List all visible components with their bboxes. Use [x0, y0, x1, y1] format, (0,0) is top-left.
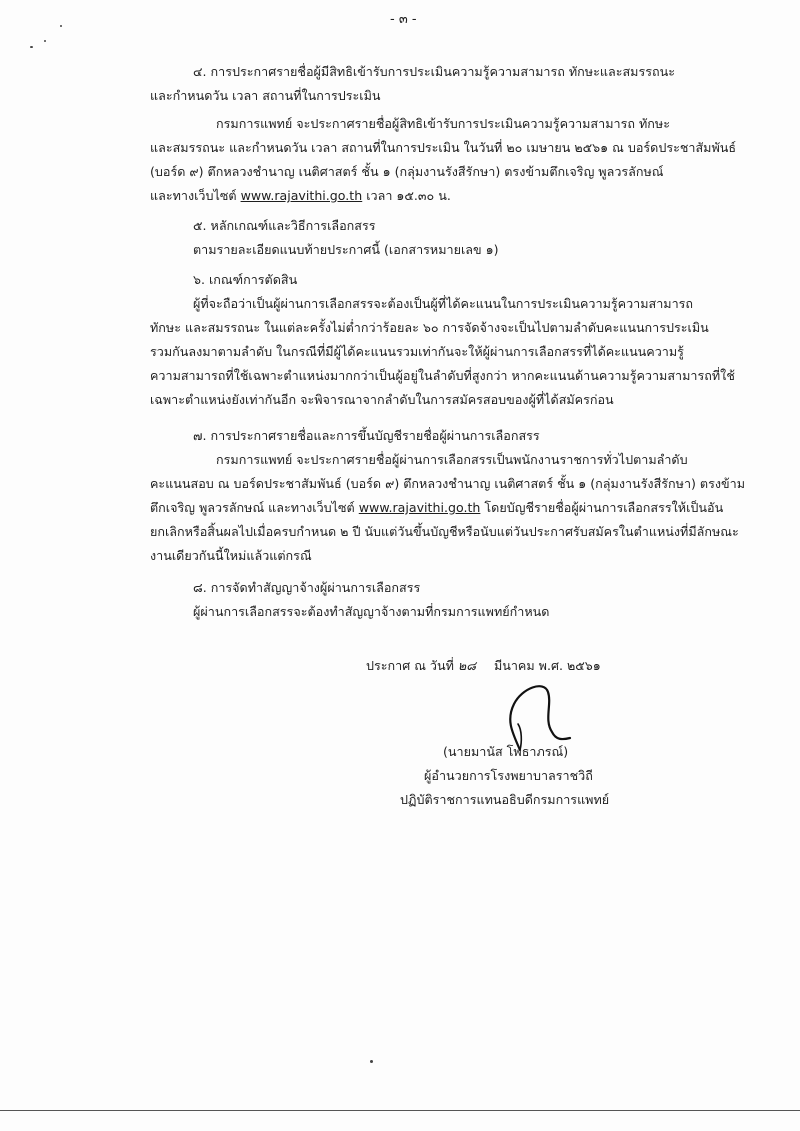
- announcement-date: [366, 657, 601, 674]
- section-4-body-line3: (บอร์ด ๙) ตึกหลวงชำนาญ เนติศาสตร์ ชั้น ๑ (กลุ่มงานรังสีรักษา) ตรงข้ามตึกเจริญ พูลวรลักษณ์: [150, 164, 664, 179]
- section-4-website-prefix: และทางเว็บไซต์: [150, 188, 237, 203]
- announcement-day: ๒๘: [457, 658, 476, 673]
- section-6-body-line5: เฉพาะตำแหน่งยังเท่ากันอีก จะพิจารณาจากลำดับในการสมัครสอบของผู้ที่ได้สมัครก่อน: [150, 392, 614, 407]
- announcement-prefix: ประกาศ ณ วันที่: [366, 658, 454, 673]
- section-7-body-line4: ยกเลิกหรือสิ้นผลไปเมื่อครบกำหนด ๒ ปี นับแต่วันขึ้นบัญชีหรือนับแต่วันประกาศรับสมัครในตำแหน่งที่มีลักษณะ: [150, 524, 739, 539]
- scan-speck: [370, 1060, 373, 1063]
- website-link[interactable]: www.rajavithi.go.th: [358, 500, 481, 515]
- section-7-body-line5: งานเดียวกันนี้ใหม่แล้วแต่กรณี: [150, 548, 312, 563]
- signatory-position: ผู้อำนวยการโรงพยาบาลราชวิถี: [424, 768, 593, 783]
- section-7-body-line3: [150, 499, 723, 516]
- section-4-heading-line2: และกำหนดวัน เวลา สถานที่ในการประเมิน: [150, 88, 381, 103]
- section-4-body-line2: และสมรรถนะ และกำหนดวัน เวลา สถานที่ในการประเมิน ในวันที่ ๒๐ เมษายน ๒๕๖๑ ณ บอร์ดประชาสัมพันธ์: [150, 140, 737, 155]
- section-6-body-line1: ผู้ที่จะถือว่าเป็นผู้ผ่านการเลือกสรรจะต้องเป็นผู้ที่ได้คะแนนในการประเมินความรู้ความสามารถ: [193, 296, 694, 311]
- scan-speck: [30, 46, 33, 48]
- scan-speck: [60, 25, 62, 27]
- section-7-body-line2: คะแนนสอบ ณ บอร์ดประชาสัมพันธ์ (บอร์ด ๙) ตึกหลวงชำนาญ เนติศาสตร์ ชั้น ๑ (กลุ่มงานรังสีรักษา) ตรงข้าม: [150, 476, 746, 491]
- scan-speck: [44, 40, 46, 42]
- section-6-body-line3: รวมกันลงมาตามลำดับ ในกรณีที่มีผู้ได้คะแนนรวมเท่ากันจะให้ผู้ผ่านการเลือกสรรที่ได้คะแนนความรู้: [150, 344, 684, 359]
- page-bottom-rule: [0, 1110, 800, 1111]
- section-7-website-prefix: ตึกเจริญ พูลวรลักษณ์ และทางเว็บไซต์: [150, 500, 355, 515]
- section-5-body: ตามรายละเอียดแนบท้ายประกาศนี้ (เอกสารหมายเลข ๑): [193, 242, 499, 257]
- section-4-heading-line1: ๔. การประกาศรายชื่อผู้มีสิทธิเข้ารับการประเมินความรู้ความสามารถ ทักษะและสมรรถนะ: [193, 64, 675, 79]
- section-7-heading: ๗. การประกาศรายชื่อและการขึ้นบัญชีรายชื่อผู้ผ่านการเลือกสรร: [193, 428, 540, 443]
- section-7-list-validity: โดยบัญชีรายชื่อผู้ผ่านการเลือกสรรให้เป็นอัน: [484, 500, 724, 515]
- section-7-body-line1: กรมการแพทย์ จะประกาศรายชื่อผู้ผ่านการเลือกสรรเป็นพนักงานราชการทั่วไปตามลำดับ: [216, 452, 688, 467]
- announcement-month-year: มีนาคม พ.ศ. ๒๕๖๑: [493, 658, 601, 673]
- website-link[interactable]: www.rajavithi.go.th: [240, 188, 363, 203]
- section-5-heading: ๕. หลักเกณฑ์และวิธีการเลือกสรร: [193, 218, 376, 233]
- signatory-acting: ปฏิบัติราชการแทนอธิบดีกรมการแพทย์: [400, 792, 610, 807]
- section-6-heading: ๖. เกณฑ์การตัดสิน: [193, 272, 298, 287]
- section-4-body-line1: กรมการแพทย์ จะประกาศรายชื่อผู้สิทธิเข้ารับการประเมินความรู้ความสามารถ ทักษะ: [216, 116, 670, 131]
- section-8-body: ผู้ผ่านการเลือกสรรจะต้องทำสัญญาจ้างตามที่กรมการแพทย์กำหนด: [193, 604, 550, 619]
- section-8-heading: ๘. การจัดทำสัญญาจ้างผู้ผ่านการเลือกสรร: [193, 580, 421, 595]
- section-6-body-line2: ทักษะ และสมรรถนะ ในแต่ละครั้งไม่ต่ำกว่าร้อยละ ๖๐ การจัดจ้างจะเป็นไปตามลำดับคะแนนการประเมิน: [150, 320, 709, 335]
- page-number: - ๓ -: [390, 12, 417, 27]
- signature: [492, 680, 572, 752]
- section-6-body-line4: ความสามารถที่ใช้เฉพาะตำแหน่งมากกว่าเป็นผู้อยู่ในลำดับที่สูงกว่า หากคะแนนด้านความรู้ความสามารถที่ใช้: [150, 368, 735, 383]
- section-4-body-line4: [150, 187, 451, 204]
- signatory-name: (นายมานัส โพธาภรณ์): [443, 744, 569, 759]
- section-4-time: เวลา ๑๕.๓๐ น.: [366, 188, 451, 203]
